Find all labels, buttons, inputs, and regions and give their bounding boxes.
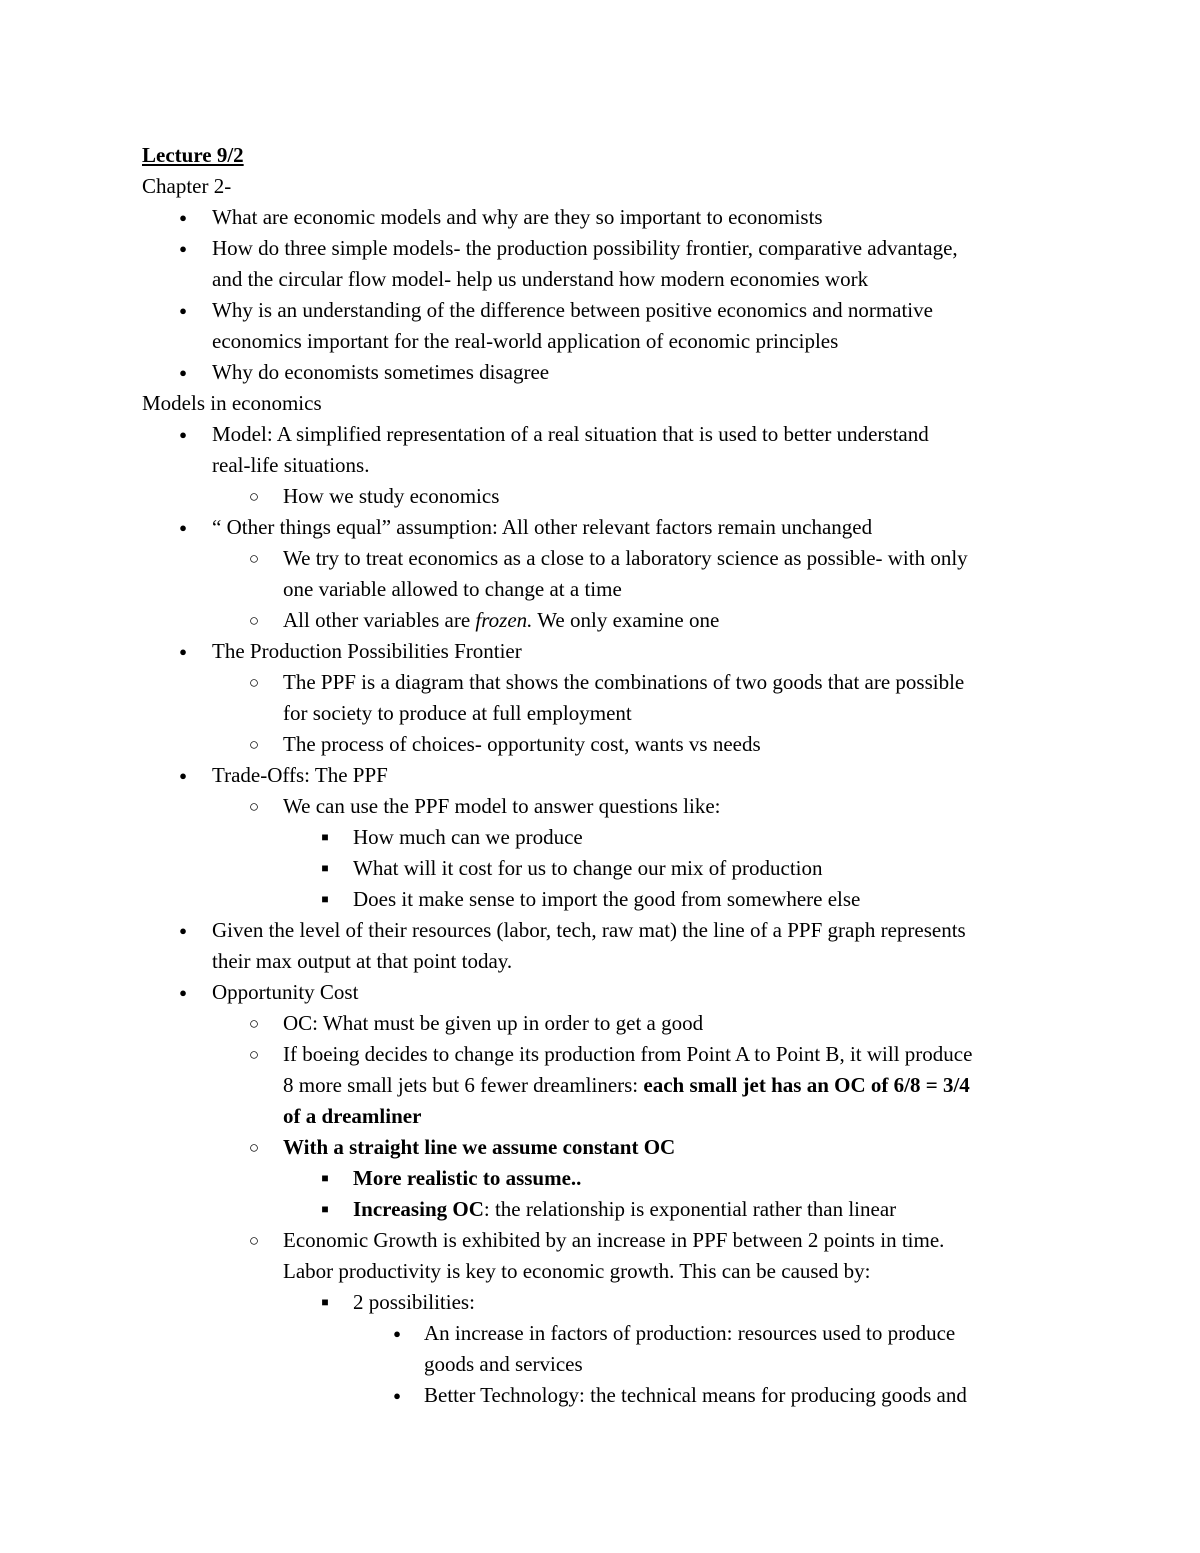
bold-text: Increasing OC bbox=[353, 1197, 484, 1221]
sub-list-item-continuation bbox=[142, 1101, 1062, 1132]
bold-text: More realistic to assume.. bbox=[353, 1166, 582, 1190]
bullet-dot-icon: ● bbox=[179, 985, 187, 1000]
sub-sub-list-item bbox=[142, 1194, 1062, 1225]
list-item-text: Labor productivity is key to economic growth. This can be caused by: bbox=[283, 1259, 871, 1283]
list-item-text: What will it cost for us to change our mix of production bbox=[353, 856, 823, 880]
list-item-text: How we study economics bbox=[283, 484, 500, 508]
sub-sub-list-item bbox=[142, 822, 1062, 853]
sub-list-item-continuation bbox=[142, 1256, 1062, 1287]
list-item-continuation bbox=[142, 326, 1062, 357]
bullet-square-icon: ■ bbox=[321, 892, 329, 906]
list-item bbox=[142, 636, 1062, 667]
list-item-text: The PPF is a diagram that shows the combinations of two goods that are possible bbox=[283, 670, 965, 694]
list-item-text: Better Technology: the technical means for producing goods and bbox=[424, 1383, 967, 1407]
list-item-text: 2 possibilities: bbox=[353, 1290, 475, 1314]
sub-list-item bbox=[142, 605, 1062, 636]
list-item-text: “ Other things equal” assumption: All other relevant factors remain unchanged bbox=[212, 515, 873, 539]
list-item-text: Model: A simplified representation of a real situation that is used to better understand bbox=[212, 422, 929, 446]
text-run: 8 more small jets but 6 fewer dreamliners: bbox=[283, 1073, 644, 1097]
bullet-circle-icon: ○ bbox=[248, 1014, 260, 1033]
list-item bbox=[142, 295, 1062, 326]
sub-list-item bbox=[142, 481, 1062, 512]
bullet-square-icon: ■ bbox=[321, 1295, 329, 1309]
list-item-text bbox=[283, 605, 719, 636]
sub-list-item bbox=[142, 1225, 1062, 1256]
list-item bbox=[142, 915, 1062, 946]
chapter-heading: Chapter 2- bbox=[142, 174, 232, 198]
list-item-text: How do three simple models- the production possibility frontier, comparative advantage, bbox=[212, 236, 958, 260]
models-heading: Models in economics bbox=[142, 391, 322, 415]
sub-sub-list-item bbox=[142, 1287, 1062, 1318]
list-item-text: economics important for the real-world application of economic principles bbox=[212, 329, 839, 353]
list-item-continuation bbox=[142, 264, 1062, 295]
list-item-text: Economic Growth is exhibited by an increase in PPF between 2 points in time. bbox=[283, 1228, 945, 1252]
bullet-dot-icon: ● bbox=[179, 303, 187, 318]
list-item bbox=[142, 202, 1062, 233]
text-run: We only examine one bbox=[532, 608, 720, 632]
bullet-dot-icon: ● bbox=[179, 427, 187, 442]
list-item-text: We try to treat economics as a close to a laboratory science as possible- with only bbox=[283, 546, 968, 570]
list-item-text: Why is an understanding of the difference between positive economics and normative bbox=[212, 298, 933, 322]
sub-list-item bbox=[142, 1132, 1062, 1163]
lecture-notes bbox=[142, 140, 1062, 1411]
level4-list-item bbox=[142, 1318, 1062, 1349]
bullet-circle-icon: ○ bbox=[248, 673, 260, 692]
list-item-continuation bbox=[142, 450, 1062, 481]
list-item-text: Why do economists sometimes disagree bbox=[212, 360, 550, 384]
list-item-text: An increase in factors of production: resources used to produce bbox=[424, 1321, 956, 1345]
level4-list-item bbox=[142, 1380, 1062, 1411]
level4-list-item-continuation bbox=[142, 1349, 1062, 1380]
list-item bbox=[142, 977, 1062, 1008]
page-title: Lecture 9/2 bbox=[142, 143, 244, 167]
bullet-circle-icon: ○ bbox=[248, 549, 260, 568]
italic-text: frozen. bbox=[475, 608, 533, 632]
sub-sub-list-item bbox=[142, 1163, 1062, 1194]
sub-list-item bbox=[142, 729, 1062, 760]
list-item-text: their max output at that point today. bbox=[212, 949, 513, 973]
list-item-text: one variable allowed to change at a time bbox=[283, 577, 622, 601]
list-item-text: and the circular flow model- help us understand how modern economies work bbox=[212, 267, 869, 291]
list-item-continuation bbox=[142, 946, 1062, 977]
bullet-circle-icon: ○ bbox=[248, 487, 260, 506]
list-item-text: If boeing decides to change its production from Point A to Point B, it will produce bbox=[283, 1042, 973, 1066]
bullet-dot-icon: ● bbox=[179, 241, 187, 256]
list-item bbox=[142, 760, 1062, 791]
sub-list-item-continuation bbox=[142, 698, 1062, 729]
sub-list-item-continuation bbox=[142, 1070, 1062, 1101]
sub-sub-list-item bbox=[142, 853, 1062, 884]
sub-list-item bbox=[142, 1039, 1062, 1070]
bullet-circle-icon: ○ bbox=[248, 797, 260, 816]
text-run: : the relationship is exponential rather than linear bbox=[483, 1197, 897, 1221]
list-item bbox=[142, 512, 1062, 543]
bold-text: With a straight line we assume constant OC bbox=[283, 1135, 676, 1159]
bullet-square-icon: ■ bbox=[321, 830, 329, 844]
list-item-text: Opportunity Cost bbox=[212, 980, 359, 1004]
list-item-text: We can use the PPF model to answer questions like: bbox=[283, 794, 721, 818]
list-item-text bbox=[353, 1194, 896, 1225]
bullet-dot-icon: ● bbox=[393, 1326, 401, 1341]
bullet-circle-icon: ○ bbox=[248, 611, 260, 630]
list-item-text: The Production Possibilities Frontier bbox=[212, 639, 522, 663]
list-item-text: Does it make sense to import the good from somewhere else bbox=[353, 887, 861, 911]
sub-sub-list-item bbox=[142, 884, 1062, 915]
list-item-text: goods and services bbox=[424, 1352, 583, 1376]
bullet-dot-icon: ● bbox=[179, 644, 187, 659]
list-item-text: OC: What must be given up in order to get a good bbox=[283, 1011, 704, 1035]
bullet-dot-icon: ● bbox=[179, 210, 187, 225]
sub-list-item-continuation bbox=[142, 574, 1062, 605]
bullet-dot-icon: ● bbox=[179, 768, 187, 783]
bullet-square-icon: ■ bbox=[321, 1202, 329, 1216]
bullet-square-icon: ■ bbox=[321, 1171, 329, 1185]
bullet-circle-icon: ○ bbox=[248, 1045, 260, 1064]
bullet-dot-icon: ● bbox=[179, 520, 187, 535]
bullet-square-icon: ■ bbox=[321, 861, 329, 875]
list-item bbox=[142, 233, 1062, 264]
sub-list-item bbox=[142, 791, 1062, 822]
list-item-text: for society to produce at full employment bbox=[283, 701, 632, 725]
sub-list-item bbox=[142, 1008, 1062, 1039]
list-item-text: How much can we produce bbox=[353, 825, 583, 849]
bold-text: each small jet has an OC of 6/8 = 3/4 bbox=[643, 1073, 970, 1097]
bullet-circle-icon: ○ bbox=[248, 1231, 260, 1250]
list-item-text: Trade-Offs: The PPF bbox=[212, 763, 388, 787]
bullet-circle-icon: ○ bbox=[248, 1138, 260, 1157]
list-item-text bbox=[283, 1070, 970, 1101]
list-item-text: real-life situations. bbox=[212, 453, 370, 477]
bullet-dot-icon: ● bbox=[179, 365, 187, 380]
list-item-text: The process of choices- opportunity cost, wants vs needs bbox=[283, 732, 761, 756]
bullet-dot-icon: ● bbox=[179, 923, 187, 938]
sub-list-item bbox=[142, 543, 1062, 574]
text-run: All other variables are bbox=[283, 608, 476, 632]
list-item bbox=[142, 419, 1062, 450]
list-item-text: What are economic models and why are they so important to economists bbox=[212, 205, 823, 229]
bullet-dot-icon: ● bbox=[393, 1388, 401, 1403]
bold-text: of a dreamliner bbox=[283, 1104, 422, 1128]
sub-list-item bbox=[142, 667, 1062, 698]
list-item bbox=[142, 357, 1062, 388]
list-item-text: Given the level of their resources (labor, tech, raw mat) the line of a PPF graph represents bbox=[212, 918, 966, 942]
bullet-circle-icon: ○ bbox=[248, 735, 260, 754]
